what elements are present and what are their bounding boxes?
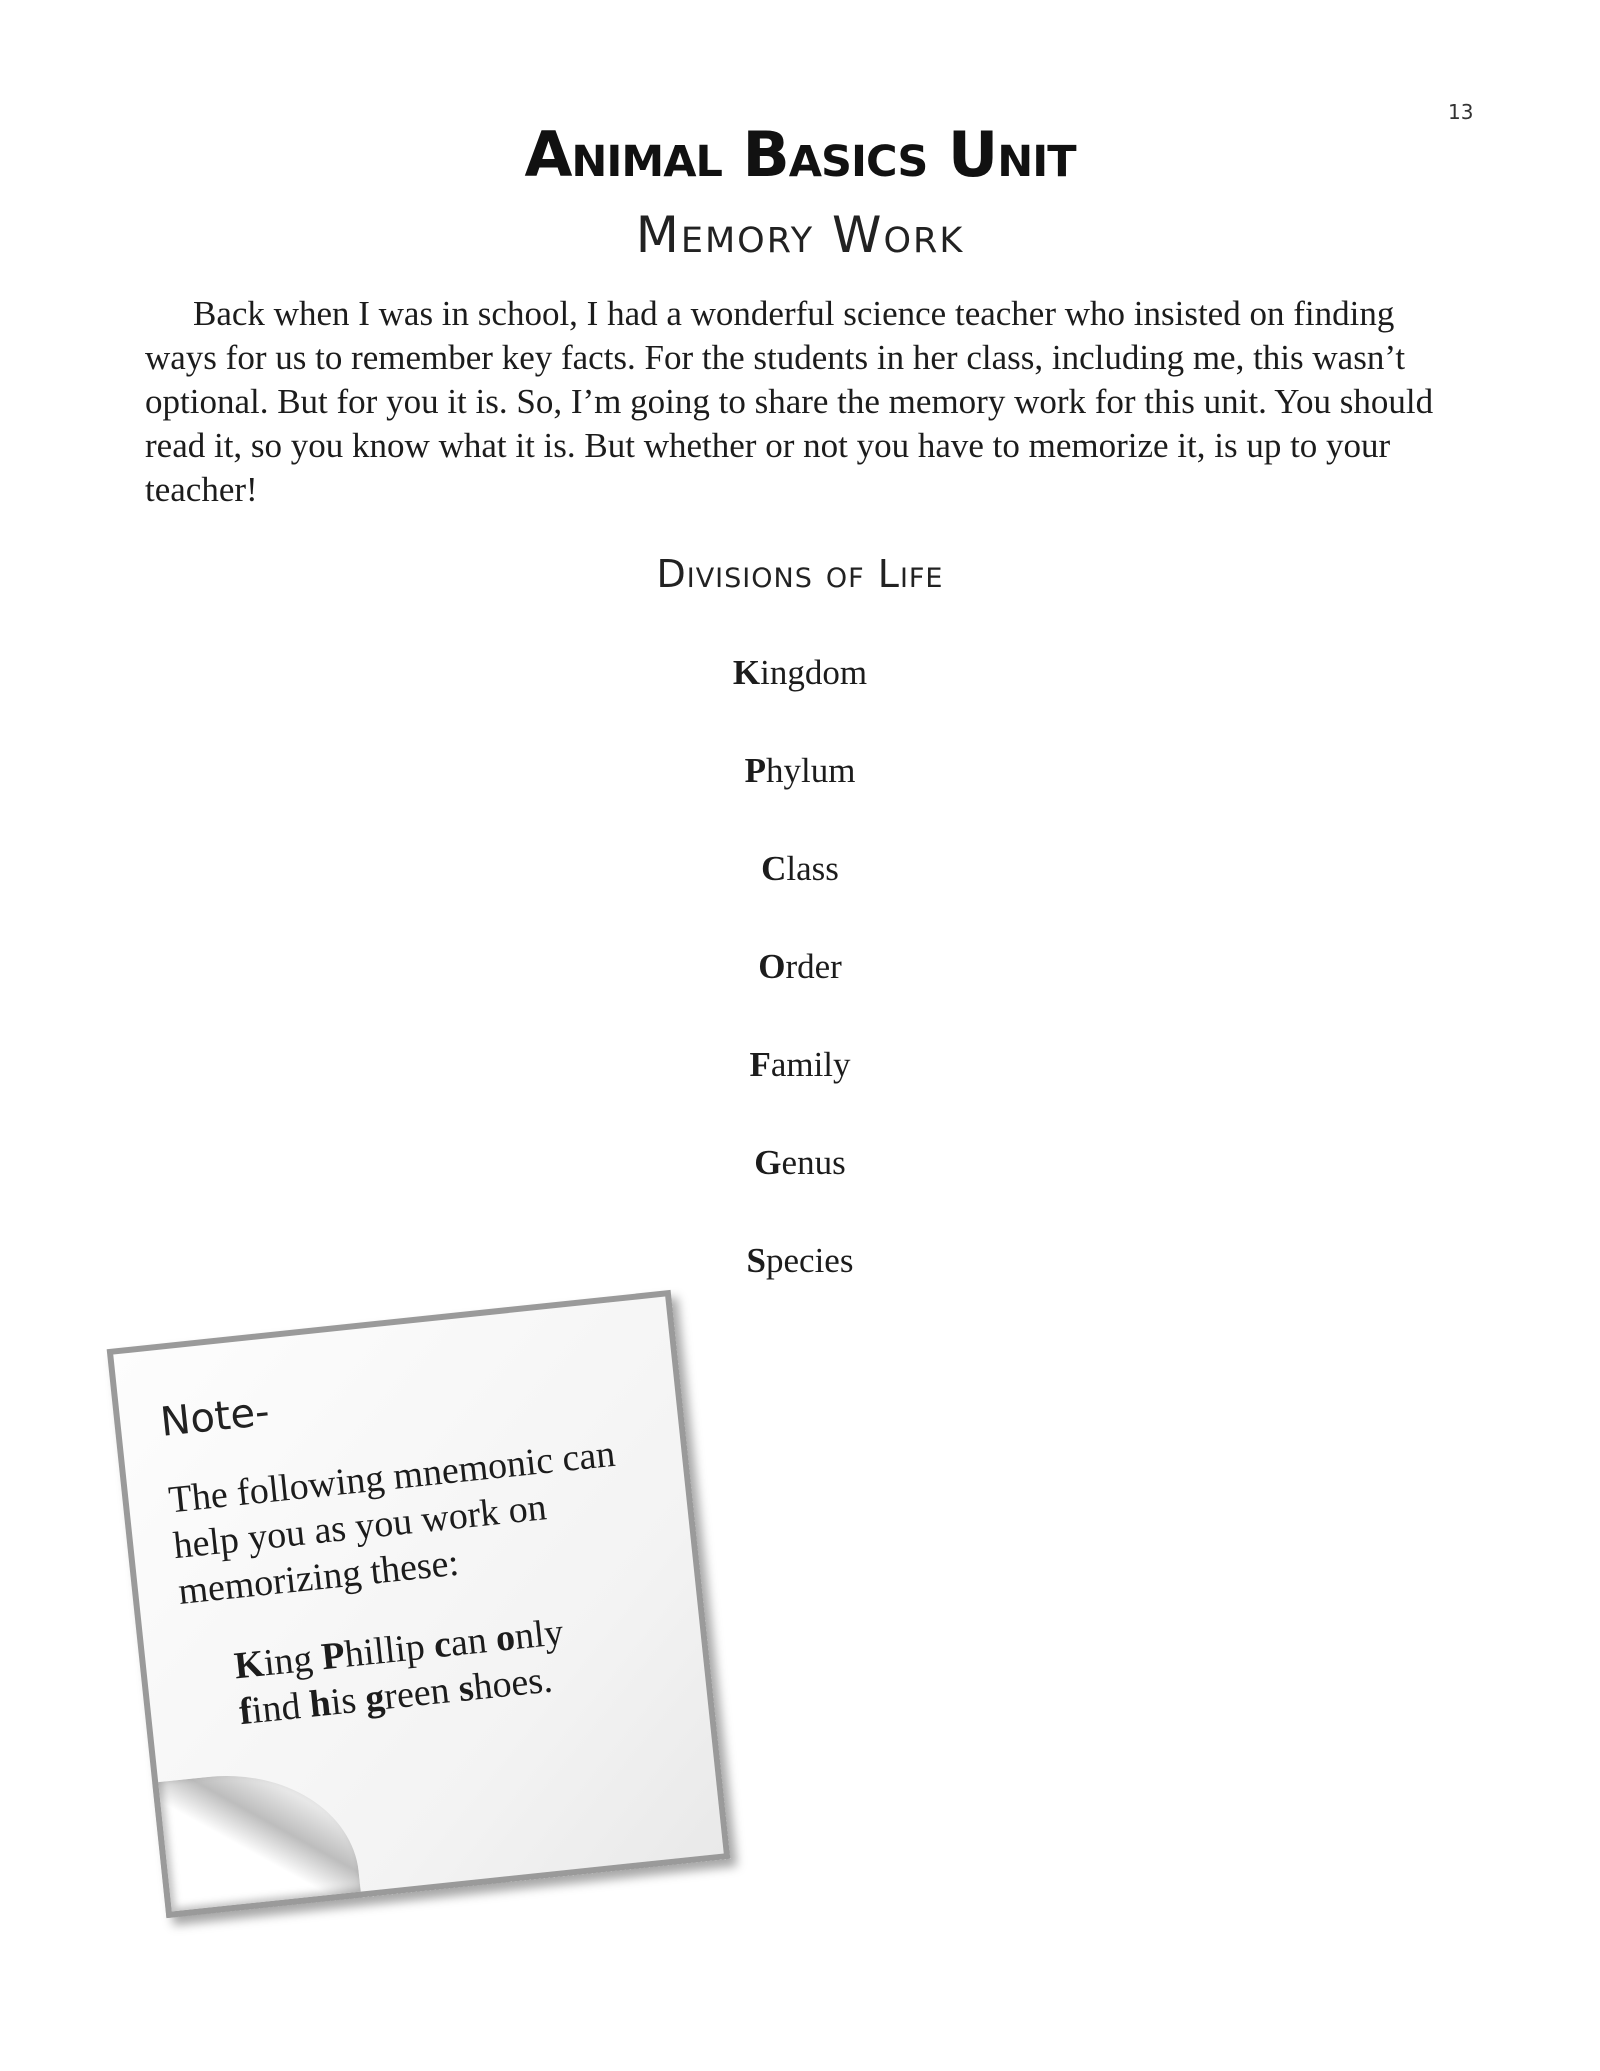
division-item-genus: [0, 1143, 1600, 1183]
division-item-phylum: [0, 751, 1600, 791]
sticky-note: [107, 1290, 731, 1918]
divisions-heading: Divisions of Life: [656, 552, 944, 596]
mnemonic-initial: g: [363, 1676, 387, 1720]
division-rest: pecies: [766, 1241, 854, 1280]
division-initial: P: [744, 751, 766, 790]
division-item-order: [0, 947, 1600, 987]
mnemonic-rest: reen: [382, 1668, 461, 1718]
division-item-kingdom: [0, 653, 1600, 693]
unit-subtitle: Memory Work: [635, 206, 965, 264]
division-initial: O: [758, 947, 786, 986]
division-initial: F: [749, 1045, 771, 1084]
division-rest: hylum: [765, 751, 856, 790]
mnemonic-initial: h: [307, 1681, 333, 1726]
mnemonic-initial: f: [237, 1690, 255, 1734]
mnemonic-rest: ind: [249, 1684, 312, 1732]
division-rest: enus: [781, 1143, 846, 1182]
mnemonic-initial: o: [493, 1616, 518, 1660]
division-item-class: [0, 849, 1600, 889]
page-curl: [152, 1762, 361, 1918]
division-rest: lass: [786, 849, 839, 888]
note-text: The following mnemonic can help you as you work on memorizing these:: [166, 1432, 618, 1613]
mnemonic-rest: is: [328, 1678, 368, 1724]
mnemonic-initial: P: [319, 1634, 347, 1679]
mnemonic-initial: c: [431, 1622, 453, 1667]
mnemonic-rest: an: [448, 1618, 499, 1665]
page-number: 13: [1448, 100, 1474, 124]
mnemonic-rest: hillip: [342, 1624, 437, 1676]
unit-title: Animal Basics Unit: [524, 118, 1076, 191]
division-initial: G: [754, 1143, 782, 1182]
mnemonic-rest: hoes.: [471, 1658, 555, 1709]
division-rest: amily: [770, 1045, 851, 1084]
division-rest: ingdom: [760, 653, 868, 692]
division-item-family: [0, 1045, 1600, 1085]
mnemonic-rest: nly: [512, 1611, 566, 1658]
division-item-species: [0, 1241, 1600, 1281]
mnemonic-initial: s: [456, 1666, 476, 1711]
division-initial: K: [732, 653, 761, 692]
division-initial: C: [761, 849, 787, 888]
division-rest: rder: [785, 947, 842, 986]
mnemonic-initial: K: [232, 1642, 267, 1688]
mnemonic: [232, 1600, 659, 1735]
mnemonic-rest: ing: [261, 1636, 324, 1685]
intro-paragraph: Back when I was in school, I had a wonderful science teacher who insisted on finding ways for us to remember key facts. For the students in her class, including me, this wasn’t optional. But for you it is. So, I’m going to share the memory work for this unit. You should read it, so you know what it is. But whether or not you have to memorize it, is up to your teacher!: [145, 294, 1434, 509]
note-label: Note-: [158, 1388, 272, 1446]
division-initial: S: [746, 1241, 766, 1280]
